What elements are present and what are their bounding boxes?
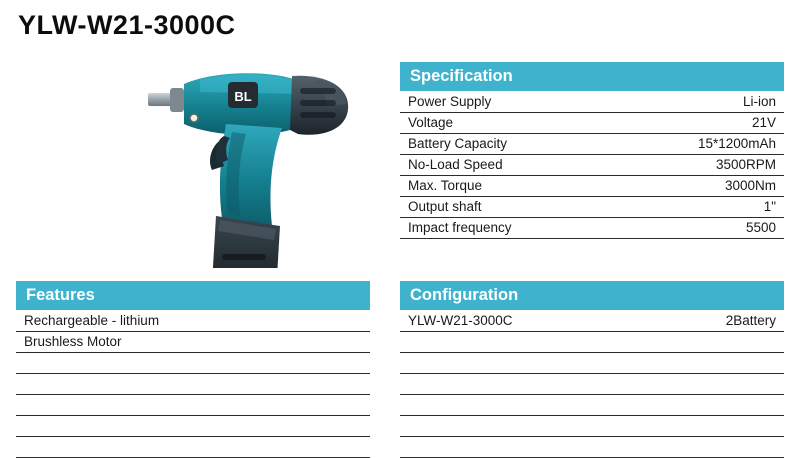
table-row	[16, 310, 370, 331]
config-value: 2Battery	[592, 310, 784, 331]
spec-label: Power Supply	[400, 91, 592, 112]
page-title: YLW-W21-3000C	[18, 10, 236, 40]
table-row	[400, 91, 784, 112]
tool-led	[190, 114, 198, 122]
table-row	[400, 373, 784, 394]
feature-value	[193, 352, 370, 373]
table-row	[400, 196, 784, 217]
feature-label: Rechargeable - lithium	[16, 310, 193, 331]
feature-label	[16, 415, 193, 436]
specification-table	[400, 91, 784, 239]
specification-header: Specification	[400, 62, 784, 91]
configuration-section	[400, 281, 784, 458]
spec-value: 3500RPM	[592, 154, 784, 175]
config-label	[400, 352, 592, 373]
feature-value	[193, 310, 370, 331]
configuration-header: Configuration	[400, 281, 784, 310]
feature-value	[193, 331, 370, 352]
table-row	[400, 436, 784, 457]
spec-value: 5500	[592, 217, 784, 238]
table-row	[16, 373, 370, 394]
spec-value: 3000Nm	[592, 175, 784, 196]
features-section	[16, 281, 370, 458]
config-label	[400, 331, 592, 352]
spec-label: Output shaft	[400, 196, 592, 217]
table-row	[16, 436, 370, 457]
spec-label: Voltage	[400, 112, 592, 133]
configuration-table	[400, 310, 784, 458]
table-row	[400, 394, 784, 415]
config-value	[592, 436, 784, 457]
table-row	[400, 154, 784, 175]
specification-section	[400, 62, 784, 239]
config-value	[592, 415, 784, 436]
features-header: Features	[16, 281, 370, 310]
spec-value: Li-ion	[592, 91, 784, 112]
table-row	[16, 331, 370, 352]
table-row	[400, 112, 784, 133]
feature-label	[16, 373, 193, 394]
feature-label	[16, 352, 193, 373]
spec-label: Max. Torque	[400, 175, 592, 196]
tool-motor-housing	[290, 76, 348, 135]
table-row	[400, 352, 784, 373]
tool-anvil	[148, 88, 184, 112]
config-label	[400, 394, 592, 415]
config-label	[400, 373, 592, 394]
feature-label	[16, 394, 193, 415]
feature-value	[193, 415, 370, 436]
spec-label: Impact frequency	[400, 217, 592, 238]
config-value	[592, 394, 784, 415]
table-row	[400, 310, 784, 331]
spec-value: 15*1200mAh	[592, 133, 784, 154]
product-image	[140, 58, 390, 268]
spec-label: Battery Capacity	[400, 133, 592, 154]
spec-label: No-Load Speed	[400, 154, 592, 175]
table-row	[16, 415, 370, 436]
svg-text:BL: BL	[234, 89, 252, 104]
config-label	[400, 436, 592, 457]
config-value	[592, 373, 784, 394]
table-row	[400, 331, 784, 352]
feature-value	[193, 436, 370, 457]
table-row	[400, 133, 784, 154]
spec-value: 21V	[592, 112, 784, 133]
feature-label: Brushless Motor	[16, 331, 193, 352]
feature-value	[193, 394, 370, 415]
spec-value: 1"	[592, 196, 784, 217]
feature-value	[193, 373, 370, 394]
table-row	[16, 394, 370, 415]
table-row	[16, 352, 370, 373]
config-label	[400, 415, 592, 436]
config-label: YLW-W21-3000C	[400, 310, 592, 331]
features-table	[16, 310, 370, 458]
config-value	[592, 352, 784, 373]
table-row	[400, 175, 784, 196]
feature-label	[16, 436, 193, 457]
table-row	[400, 217, 784, 238]
config-value	[592, 331, 784, 352]
table-row	[400, 415, 784, 436]
